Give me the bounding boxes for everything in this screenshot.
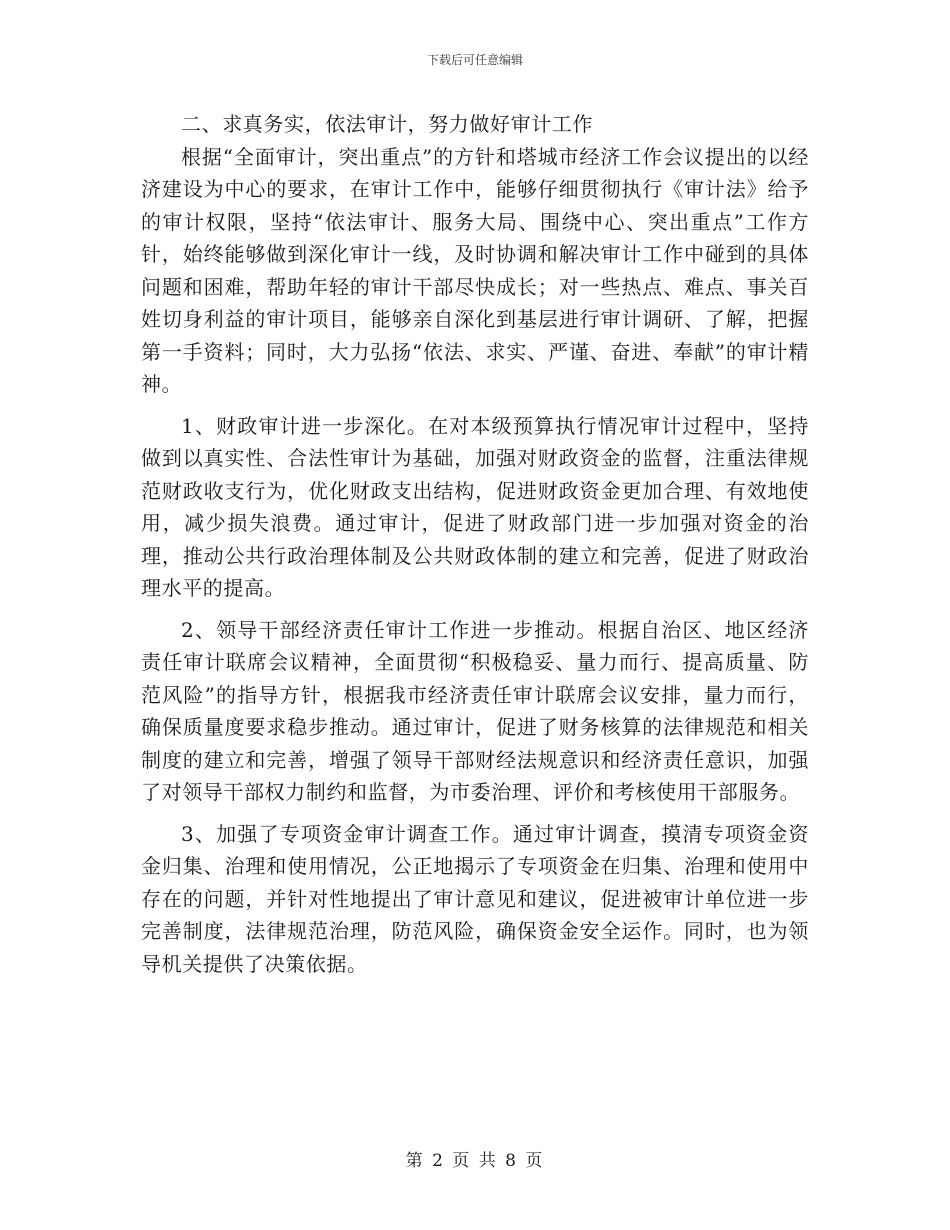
intro-paragraph: 根据“全面审计，突出重点”的方针和塔城市经济工作会议提出的以经济建设为中心的要求，在审计工作中，能够仔细贯彻执行《审计法》给予的审计权限，坚持“依法审计、服务大局、围绕中心、突出重点”工作方针，始终能够做到深化审计一线，及时协调和解决审计工作中碰到的具体问题和困难，帮助年轻的审计干部尽快成长；对一些热点、难点、事关百姓切身利益的审计项目，能够亲自深化到基层进行审计调研、了解，把握第一手资料；同时，大力弘扬“依法、求实、严谨、奋进、奉献”的审计精神。 <box>141 144 809 396</box>
paragraph-fiscal-audit: 1、财政审计进一步深化。在对本级预算执行情况审计过程中，坚持做到以真实性、合法性审计为基础，加强对财政资金的监督，注重法律规范财政收支行为，优化财政支出结构，促进财政资金更加合理、有效地使用，减少损失浪费。通过审计，促进了财政部门进一步加强对资金的治理，推动公共行政治理体制及公共财政体制的建立和完善，促进了财政治理水平的提高。 <box>141 413 809 600</box>
paragraph-economic-responsibility-audit: 2、领导干部经济责任审计工作进一步推动。根据自治区、地区经济责任审计联席会议精神，全面贯彻“积极稳妥、量力而行、提高质量、防范风险”的指导方针，根据我市经济责任审计联席会议安排，量力而行，确保质量度要求稳步推动。通过审计，促进了财务核算的法律规范和相关制度的建立和完善，增强了领导干部财经法规意识和经济责任意识，加强了对领导干部权力制约和监督，为市委治理、评价和考核使用干部服务。 <box>141 617 809 804</box>
document-body <box>141 108 809 980</box>
section-heading: 二、求真务实，依法审计，努力做好审计工作 <box>181 112 593 136</box>
paragraph-special-funds-audit: 3、加强了专项资金审计调查工作。通过审计调查，摸清专项资金资金归集、治理和使用情况，公正地揭示了专项资金在归集、治理和使用中存在的问题，并针对性地提出了审计意见和建议，促进被审计单位进一步完善制度，法律规范治理，防范风险，确保资金安全运作。同时，也为领导机关提供了决策依据。 <box>141 821 809 976</box>
page-number-footer: 第 2 页 共 8 页 <box>405 1151 545 1171</box>
page-header-note: 下载后可任意编辑 <box>426 53 523 67</box>
